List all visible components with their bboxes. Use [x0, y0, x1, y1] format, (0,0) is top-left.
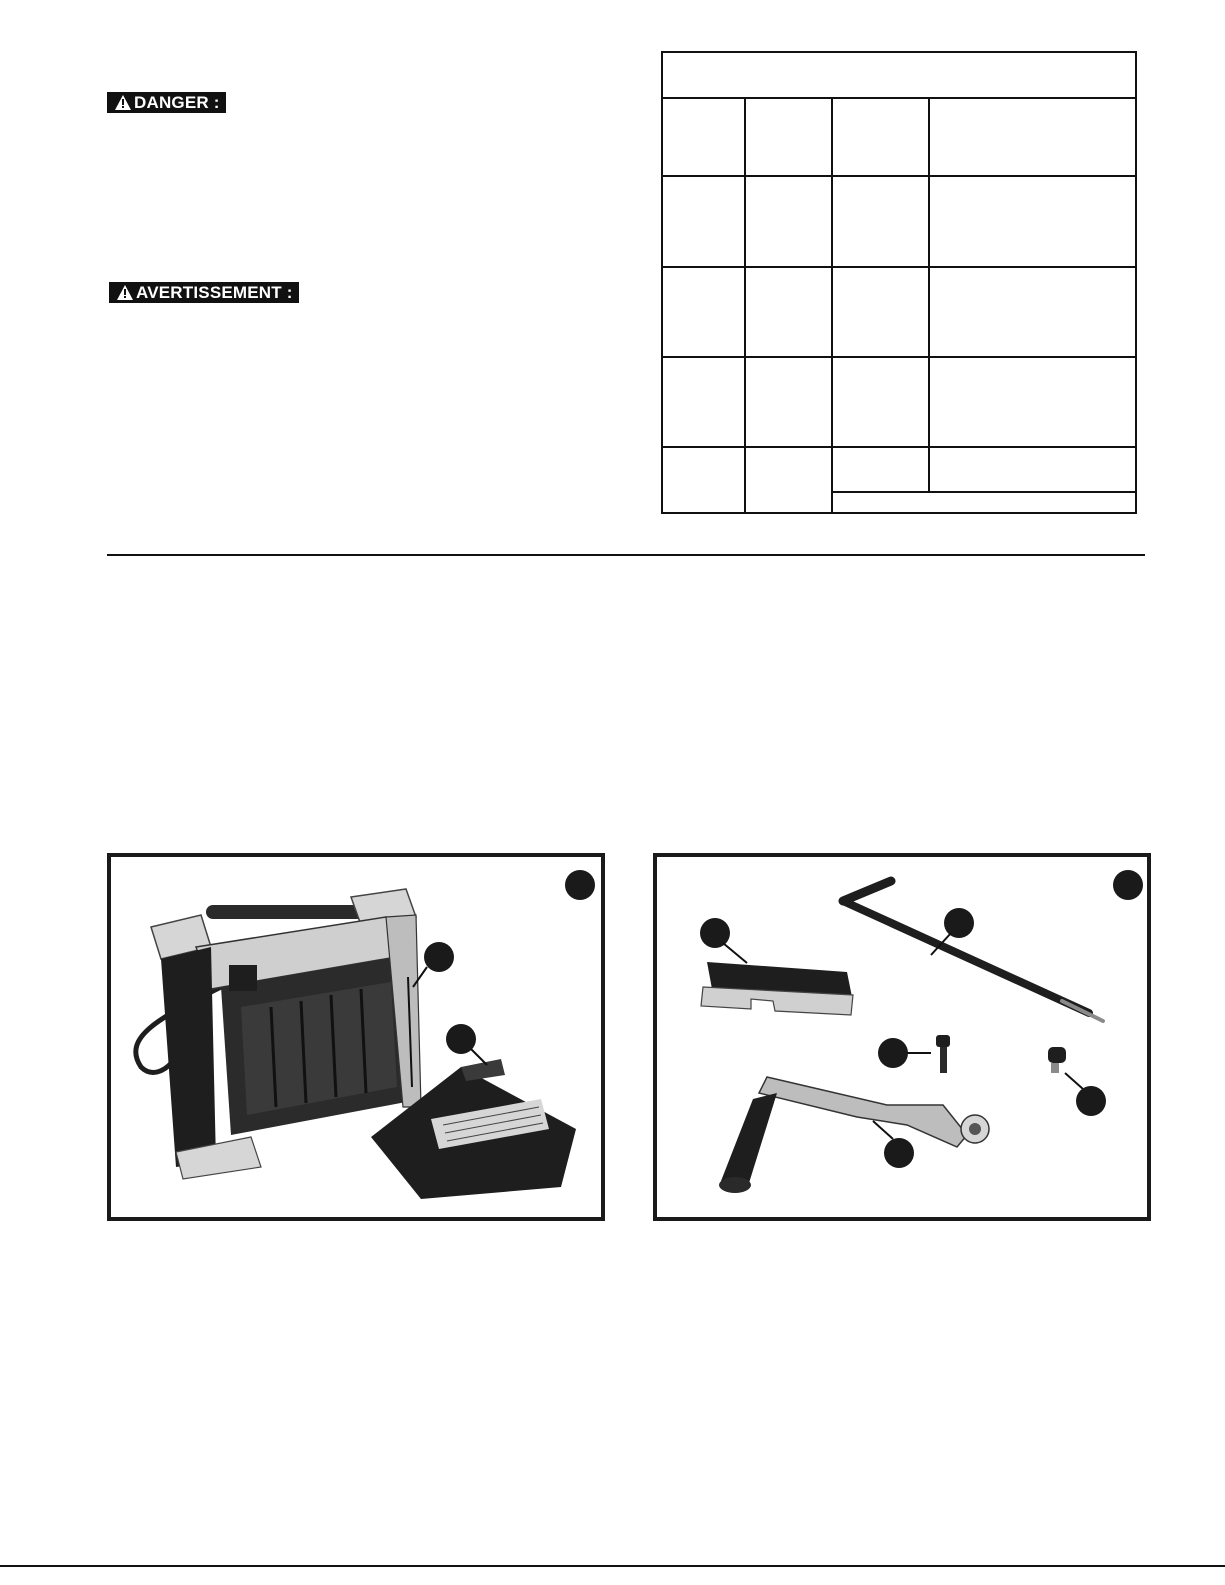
table-row-divider	[832, 491, 1135, 493]
table-row-divider	[663, 266, 1135, 268]
specification-table	[661, 51, 1137, 514]
page-footer-rule	[0, 1565, 1225, 1567]
table-row-divider	[663, 356, 1135, 358]
warning-triangle-icon	[115, 94, 131, 115]
danger-label-text: DANGER :	[134, 93, 220, 112]
avertissement-label	[109, 282, 299, 303]
figure-parts	[653, 853, 1151, 1221]
danger-label	[107, 92, 226, 113]
figure-planer	[107, 853, 605, 1221]
table-row-divider	[663, 446, 1135, 448]
section-divider	[107, 554, 1145, 556]
table-column-divider	[744, 97, 746, 512]
table-row-divider	[663, 175, 1135, 177]
planer-photo	[121, 867, 591, 1207]
table-row-divider	[663, 97, 1135, 99]
table-column-divider	[928, 97, 930, 491]
warning-triangle-icon	[117, 284, 133, 305]
avertissement-label-text: AVERTISSEMENT :	[136, 283, 293, 302]
table-column-divider	[831, 97, 833, 512]
parts-photo	[667, 867, 1137, 1207]
